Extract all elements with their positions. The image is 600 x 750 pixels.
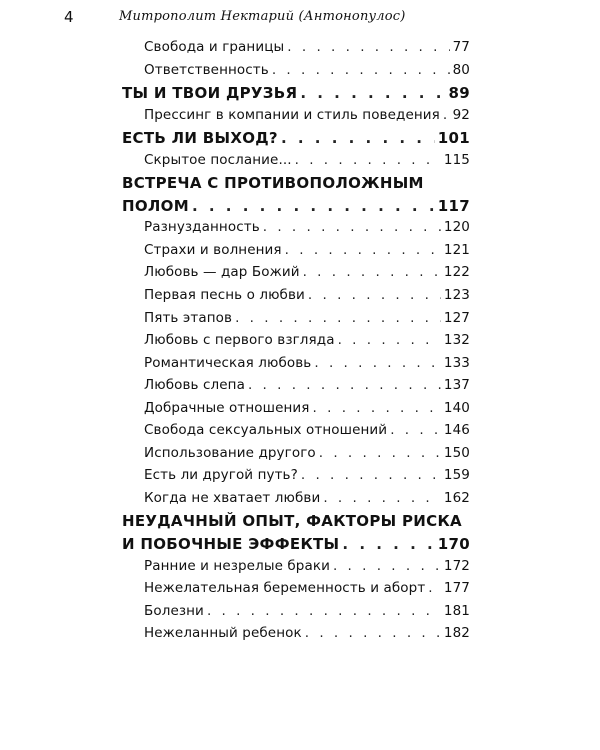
toc-dot-leader (303, 264, 441, 280)
toc-entry-title: Любовь — дар Божий (144, 264, 300, 281)
toc-entry-title: Нежеланный ребенок (144, 625, 302, 642)
toc-page-number: 182 (443, 625, 470, 642)
toc-dot-leader (235, 310, 441, 326)
page-number: 4 (64, 8, 74, 26)
toc-chapter-entry[interactable] (122, 84, 470, 107)
toc-page-number: 92 (452, 106, 470, 123)
toc-page-number: 181 (443, 602, 470, 619)
running-head: Митрополит Нектарий (Антонопулос) (119, 9, 406, 24)
toc-page-number: 132 (443, 332, 470, 349)
toc-chapter-entry[interactable] (122, 129, 470, 152)
toc-page-number: 170 (437, 535, 470, 554)
toc-page-number: 133 (443, 354, 470, 371)
toc-page-number: 89 (448, 84, 470, 103)
toc-section-entry[interactable] (122, 400, 470, 423)
toc-section-entry[interactable] (122, 355, 470, 378)
toc-section-entry[interactable] (122, 377, 470, 400)
toc-section-entry[interactable] (122, 39, 470, 62)
toc-section-entry[interactable] (122, 422, 470, 445)
toc-page-number: 177 (443, 580, 470, 597)
toc-entry-title: Разнузданность (144, 219, 260, 236)
toc-entry-title: Любовь с первого взгляда (144, 332, 335, 349)
toc-entry-title: Пять этапов (144, 309, 233, 326)
toc-page-number: 77 (452, 39, 470, 55)
toc-section-entry[interactable] (122, 287, 470, 310)
toc-chapter-entry[interactable] (122, 197, 470, 220)
toc-section-entry[interactable] (122, 332, 470, 355)
toc-entry-title: Есть ли другой путь? (144, 467, 298, 484)
toc-dot-leader (301, 467, 441, 483)
toc-entry-title: Скрытое послание... (144, 151, 292, 168)
toc-entry-title: Свобода и границы (144, 39, 285, 55)
toc-section-entry[interactable] (122, 625, 470, 648)
toc-entry-title: ТЫ И ТВОИ ДРУЗЬЯ (122, 84, 298, 103)
toc-section-entry[interactable] (122, 219, 470, 242)
toc-entry-title: Болезни (144, 602, 204, 619)
toc-dot-leader (342, 535, 434, 553)
toc-chapter-entry[interactable] (122, 174, 470, 197)
toc-section-entry[interactable] (122, 580, 470, 603)
toc-dot-leader (192, 197, 435, 215)
toc-entry-title: ЕСТЬ ЛИ ВЫХОД? (122, 129, 278, 148)
toc-entry-title: Ранние и незрелые браки (144, 557, 330, 574)
toc-dot-leader (390, 422, 441, 438)
page-header (0, 8, 600, 28)
toc-page-number: 121 (443, 241, 470, 258)
toc-section-entry[interactable] (122, 490, 470, 513)
toc-dot-leader (300, 84, 445, 102)
toc-entry-title: Нежелательная беременность и аборт (144, 580, 426, 597)
toc-page-number: 162 (443, 489, 470, 506)
toc-section-entry[interactable] (122, 445, 470, 468)
toc-dot-leader (285, 242, 441, 258)
toc-section-entry[interactable] (122, 107, 470, 130)
toc-section-entry[interactable] (122, 242, 470, 265)
toc-dot-leader (314, 355, 441, 371)
toc-entry-title: Когда не хватает любви (144, 489, 321, 506)
toc-section-entry[interactable] (122, 558, 470, 581)
toc-dot-leader (263, 219, 441, 235)
toc-entry-title: Страхи и волнения (144, 241, 282, 258)
toc-dot-leader (428, 580, 441, 596)
toc-chapter-entry[interactable] (122, 512, 470, 535)
toc-page-number: 140 (443, 399, 470, 416)
toc-dot-leader (287, 39, 449, 55)
toc-entry-title: Прессинг в компании и стиль поведения (144, 106, 440, 123)
toc-page-number: 115 (443, 151, 470, 168)
toc-chapter-entry[interactable] (122, 535, 470, 558)
toc-page-number: 137 (443, 377, 470, 394)
toc-page-number: 172 (443, 557, 470, 574)
toc-page-number: 150 (443, 444, 470, 461)
toc-dot-leader (308, 287, 441, 303)
toc-entry-title: Первая песнь о любви (144, 287, 305, 304)
toc-section-entry[interactable] (122, 467, 470, 490)
toc-entry-title: И ПОБОЧНЫЕ ЭФФЕКТЫ (122, 535, 340, 554)
toc-dot-leader (295, 152, 441, 168)
toc-entry-title: ПОЛОМ (122, 196, 189, 215)
toc-dot-leader (248, 377, 441, 393)
toc-entry-title: Свобода сексуальных отношений (144, 422, 388, 439)
toc-entry-title: ВСТРЕЧА С ПРОТИВОПОЛОЖНЫМ (122, 174, 424, 193)
toc-section-entry[interactable] (122, 310, 470, 333)
toc-page-number: 101 (437, 129, 470, 148)
toc-page-number: 123 (443, 287, 470, 304)
toc-section-entry[interactable] (122, 264, 470, 287)
toc-dot-leader (338, 332, 441, 348)
toc-page-number: 146 (443, 422, 470, 439)
toc-entry-title: НЕУДАЧНЫЙ ОПЫТ, ФАКТОРЫ РИСКА (122, 512, 462, 531)
toc-entry-title: Добрачные отношения (144, 399, 310, 416)
toc-section-entry[interactable] (122, 62, 470, 85)
toc-section-entry[interactable] (122, 603, 470, 626)
toc-dot-leader (281, 129, 435, 147)
toc-dot-leader (272, 62, 450, 78)
toc-section-entry[interactable] (122, 152, 470, 175)
table-of-contents (122, 39, 470, 648)
toc-entry-title: Использование другого (144, 444, 316, 461)
toc-dot-leader (305, 625, 441, 641)
toc-entry-title: Романтическая любовь (144, 354, 312, 371)
toc-entry-title: Любовь слепа (144, 377, 245, 394)
toc-dot-leader (323, 490, 441, 506)
toc-dot-leader (207, 603, 441, 619)
toc-entry-title: Ответственность (144, 61, 269, 78)
toc-dot-leader (443, 107, 450, 123)
toc-page-number: 120 (443, 219, 470, 236)
toc-dot-leader (333, 558, 441, 574)
toc-dot-leader (319, 445, 441, 461)
toc-page-number: 117 (437, 196, 470, 215)
toc-page-number: 127 (443, 309, 470, 326)
toc-page-number: 159 (443, 467, 470, 484)
toc-dot-leader (313, 400, 441, 416)
toc-page-number: 80 (452, 61, 470, 78)
toc-page-number: 122 (443, 264, 470, 281)
